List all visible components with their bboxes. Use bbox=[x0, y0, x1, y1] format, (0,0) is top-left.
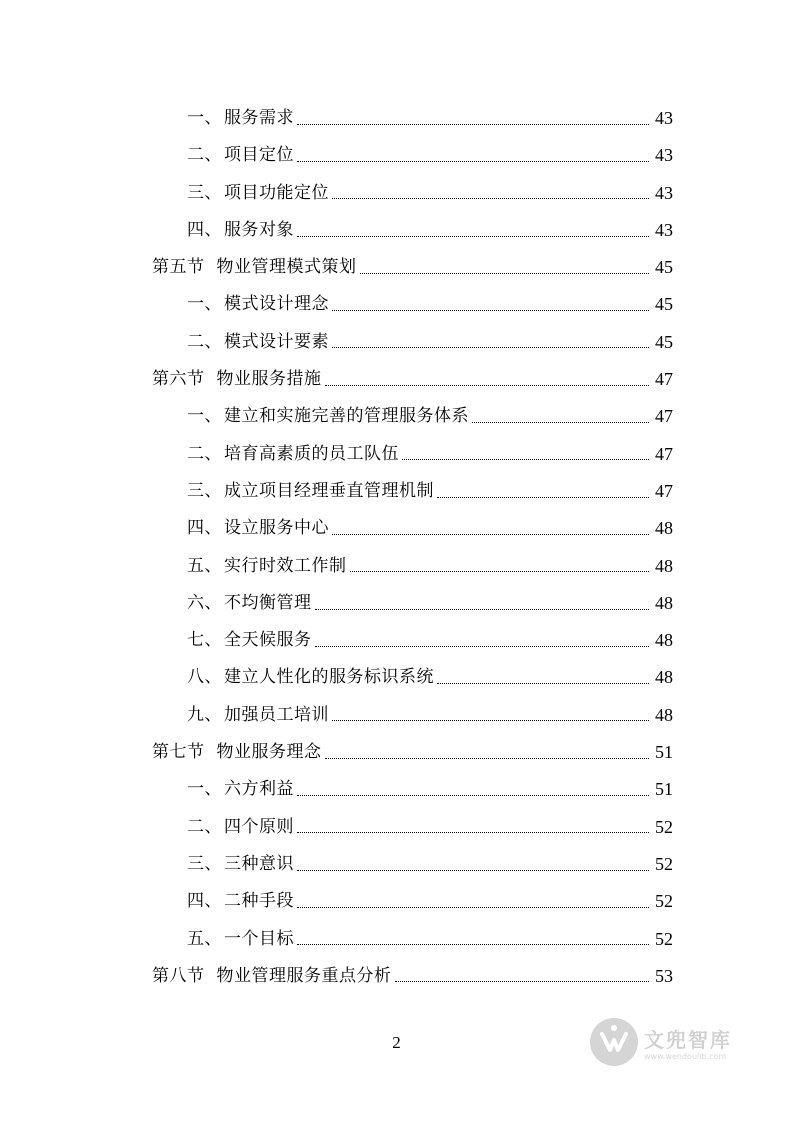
toc-dot-leader bbox=[395, 980, 650, 982]
toc-item-entry[interactable] bbox=[0, 548, 793, 585]
toc-dot-leader bbox=[297, 831, 649, 833]
toc-entry-text: 建立人性化的服务标识系统 bbox=[224, 667, 434, 688]
toc-entry-text: 项目定位 bbox=[224, 145, 294, 166]
toc-item-entry[interactable] bbox=[0, 585, 793, 622]
toc-entry-text: 模式设计要素 bbox=[224, 331, 329, 352]
toc-entry-text: 实行时效工作制 bbox=[224, 555, 347, 576]
toc-entry-text: 三种意识 bbox=[224, 853, 294, 874]
toc-dot-leader bbox=[297, 123, 649, 125]
toc-entry-title bbox=[187, 921, 294, 958]
toc-page-number: 53 bbox=[655, 965, 673, 986]
toc-entry-title bbox=[152, 958, 392, 995]
toc-entry-title bbox=[187, 548, 347, 585]
toc-entry-title bbox=[187, 286, 329, 323]
toc-section-entry[interactable] bbox=[0, 249, 793, 286]
toc-page-number: 48 bbox=[655, 630, 673, 651]
watermark-url: www.wendoulib.com bbox=[644, 1051, 727, 1061]
toc-item-entry[interactable] bbox=[0, 697, 793, 734]
page-number: 2 bbox=[392, 1033, 401, 1052]
toc-dot-leader bbox=[297, 869, 649, 871]
toc-item-entry[interactable] bbox=[0, 100, 793, 137]
toc-entry-text: 项目功能定位 bbox=[224, 182, 329, 203]
toc-dot-leader bbox=[332, 197, 649, 199]
toc-page-number: 45 bbox=[655, 257, 673, 278]
toc-entry-title bbox=[187, 510, 329, 547]
toc-page-number: 47 bbox=[655, 369, 673, 390]
toc-entry-title bbox=[187, 100, 294, 137]
toc-entry-title bbox=[187, 212, 294, 249]
toc-entry-label: 四、 bbox=[187, 219, 222, 240]
toc-entry-title bbox=[187, 473, 434, 510]
toc-dot-leader bbox=[437, 682, 649, 684]
toc-entry-label: 四、 bbox=[187, 891, 222, 912]
toc-item-entry[interactable] bbox=[0, 286, 793, 323]
toc-page-number: 52 bbox=[655, 891, 673, 912]
toc-section-entry[interactable] bbox=[0, 734, 793, 771]
toc-entry-title bbox=[187, 585, 312, 622]
toc-dot-leader bbox=[297, 943, 649, 945]
toc-item-entry[interactable] bbox=[0, 212, 793, 249]
toc-item-entry[interactable] bbox=[0, 846, 793, 883]
toc-entry-label: 二、 bbox=[187, 331, 222, 352]
toc-entry-text: 全天候服务 bbox=[224, 630, 312, 651]
toc-entry-label: 二、 bbox=[187, 443, 222, 464]
toc-entry-text: 六方利益 bbox=[224, 779, 294, 800]
toc-item-entry[interactable] bbox=[0, 324, 793, 361]
toc-item-entry[interactable] bbox=[0, 883, 793, 920]
toc-entry-text: 培育高素质的员工队伍 bbox=[224, 443, 399, 464]
toc-page-number: 43 bbox=[655, 108, 673, 128]
toc-dot-leader bbox=[315, 645, 650, 647]
toc-entry-label: 八、 bbox=[187, 667, 222, 688]
toc-dot-leader bbox=[350, 570, 650, 572]
toc-entry-title bbox=[187, 771, 294, 808]
toc-page-number: 45 bbox=[655, 294, 673, 315]
toc-entry-text: 成立项目经理垂直管理机制 bbox=[224, 480, 434, 501]
toc-entry-title bbox=[187, 175, 329, 212]
toc-page-number: 52 bbox=[655, 928, 673, 949]
brand-logo-icon bbox=[588, 1016, 640, 1068]
toc-dot-leader bbox=[297, 906, 649, 908]
toc-entry-text: 加强员工培训 bbox=[224, 704, 329, 725]
toc-item-entry[interactable] bbox=[0, 921, 793, 958]
toc-item-entry[interactable] bbox=[0, 659, 793, 696]
toc-dot-leader bbox=[332, 719, 649, 721]
toc-page-number: 43 bbox=[655, 182, 673, 203]
toc-dot-leader bbox=[297, 235, 649, 237]
toc-page-number: 48 bbox=[655, 555, 673, 576]
toc-dot-leader bbox=[332, 346, 649, 348]
toc-item-entry[interactable] bbox=[0, 771, 793, 808]
toc-entry-label: 三、 bbox=[187, 182, 222, 203]
toc-entry-label: 第八节 bbox=[152, 965, 205, 986]
toc-entry-label: 一、 bbox=[187, 779, 222, 800]
toc-entry-text: 四个原则 bbox=[224, 816, 294, 837]
toc-item-entry[interactable] bbox=[0, 809, 793, 846]
toc-dot-leader bbox=[472, 421, 649, 423]
toc-entry-label: 五、 bbox=[187, 555, 222, 576]
toc-page-number: 48 bbox=[655, 704, 673, 725]
toc-entry-text: 服务对象 bbox=[224, 219, 294, 240]
toc-entry-label: 一、 bbox=[187, 294, 222, 315]
toc-entry-label: 第七节 bbox=[152, 742, 205, 763]
toc-entry-title bbox=[187, 436, 399, 473]
toc-entry-title bbox=[152, 249, 357, 286]
toc-page-number: 43 bbox=[655, 145, 673, 166]
toc-entry-text: 设立服务中心 bbox=[224, 518, 329, 539]
toc-entry-text: 建立和实施完善的管理服务体系 bbox=[224, 406, 469, 427]
toc-entry-label: 一、 bbox=[187, 406, 222, 427]
toc-entry-title bbox=[187, 659, 434, 696]
toc-entry-text: 物业管理服务重点分析 bbox=[216, 965, 392, 986]
toc-section-entry[interactable] bbox=[0, 361, 793, 398]
toc-item-entry[interactable] bbox=[0, 510, 793, 547]
toc-section-entry[interactable] bbox=[0, 958, 793, 995]
toc-entry-title bbox=[187, 398, 469, 435]
toc-item-entry[interactable] bbox=[0, 398, 793, 435]
toc-entry-label: 三、 bbox=[187, 480, 222, 501]
toc-item-entry[interactable] bbox=[0, 622, 793, 659]
toc-entry-label: 第五节 bbox=[152, 257, 205, 278]
toc-entry-title bbox=[187, 324, 329, 361]
toc-dot-leader bbox=[332, 309, 649, 311]
toc-dot-leader bbox=[402, 458, 649, 460]
toc-page-number: 43 bbox=[655, 219, 673, 240]
toc-entry-label: 七、 bbox=[187, 630, 222, 651]
toc-dot-leader bbox=[437, 496, 649, 498]
toc-dot-leader bbox=[315, 608, 650, 610]
toc-dot-leader bbox=[297, 794, 649, 796]
toc-entry-label: 一、 bbox=[187, 108, 222, 128]
toc-dot-leader bbox=[325, 384, 650, 386]
toc-page-number: 47 bbox=[655, 406, 673, 427]
toc-entry-label: 二、 bbox=[187, 816, 222, 837]
watermark-brand: 文兜智库 bbox=[644, 1027, 732, 1052]
toc-entry-title bbox=[152, 361, 322, 398]
toc-entry-text: 一个目标 bbox=[224, 928, 294, 949]
toc-entry-label: 九、 bbox=[187, 704, 222, 725]
toc-item-entry[interactable] bbox=[0, 175, 793, 212]
toc-page-number: 48 bbox=[655, 667, 673, 688]
toc-entry-title bbox=[187, 883, 294, 920]
toc-entry-text: 二种手段 bbox=[224, 891, 294, 912]
toc-item-entry[interactable] bbox=[0, 137, 793, 174]
toc-entry-text: 物业服务理念 bbox=[216, 742, 322, 763]
toc-entry-label: 二、 bbox=[187, 145, 222, 166]
toc-item-entry[interactable] bbox=[0, 473, 793, 510]
toc-entry-title bbox=[152, 734, 322, 771]
toc-entry-title bbox=[187, 137, 294, 174]
toc-entry-title bbox=[187, 622, 312, 659]
toc-dot-leader bbox=[360, 272, 650, 274]
toc-item-entry[interactable] bbox=[0, 436, 793, 473]
toc-entry-text: 不均衡管理 bbox=[224, 592, 312, 613]
toc-page-number: 52 bbox=[655, 853, 673, 874]
toc-entry-label: 六、 bbox=[187, 592, 222, 613]
table-of-contents bbox=[0, 100, 793, 995]
toc-entry-text: 模式设计理念 bbox=[224, 294, 329, 315]
toc-page-number: 47 bbox=[655, 480, 673, 501]
toc-page-number: 48 bbox=[655, 592, 673, 613]
toc-entry-label: 四、 bbox=[187, 518, 222, 539]
toc-page-number: 48 bbox=[655, 518, 673, 539]
toc-entry-title bbox=[187, 846, 294, 883]
toc-entry-label: 第六节 bbox=[152, 369, 205, 390]
toc-dot-leader bbox=[297, 160, 649, 162]
toc-entry-title bbox=[187, 809, 294, 846]
toc-page-number: 47 bbox=[655, 443, 673, 464]
toc-page-number: 51 bbox=[655, 779, 673, 800]
toc-entry-title bbox=[187, 697, 329, 734]
toc-entry-label: 五、 bbox=[187, 928, 222, 949]
toc-entry-text: 物业服务措施 bbox=[216, 369, 322, 390]
toc-page-number: 52 bbox=[655, 816, 673, 837]
toc-page-number: 51 bbox=[655, 742, 673, 763]
toc-entry-text: 服务需求 bbox=[224, 108, 294, 128]
watermark bbox=[588, 1016, 732, 1068]
toc-dot-leader bbox=[325, 757, 650, 759]
toc-page-number: 45 bbox=[655, 331, 673, 352]
toc-entry-label: 三、 bbox=[187, 853, 222, 874]
toc-dot-leader bbox=[332, 533, 649, 535]
toc-entry-text: 物业管理模式策划 bbox=[216, 257, 357, 278]
